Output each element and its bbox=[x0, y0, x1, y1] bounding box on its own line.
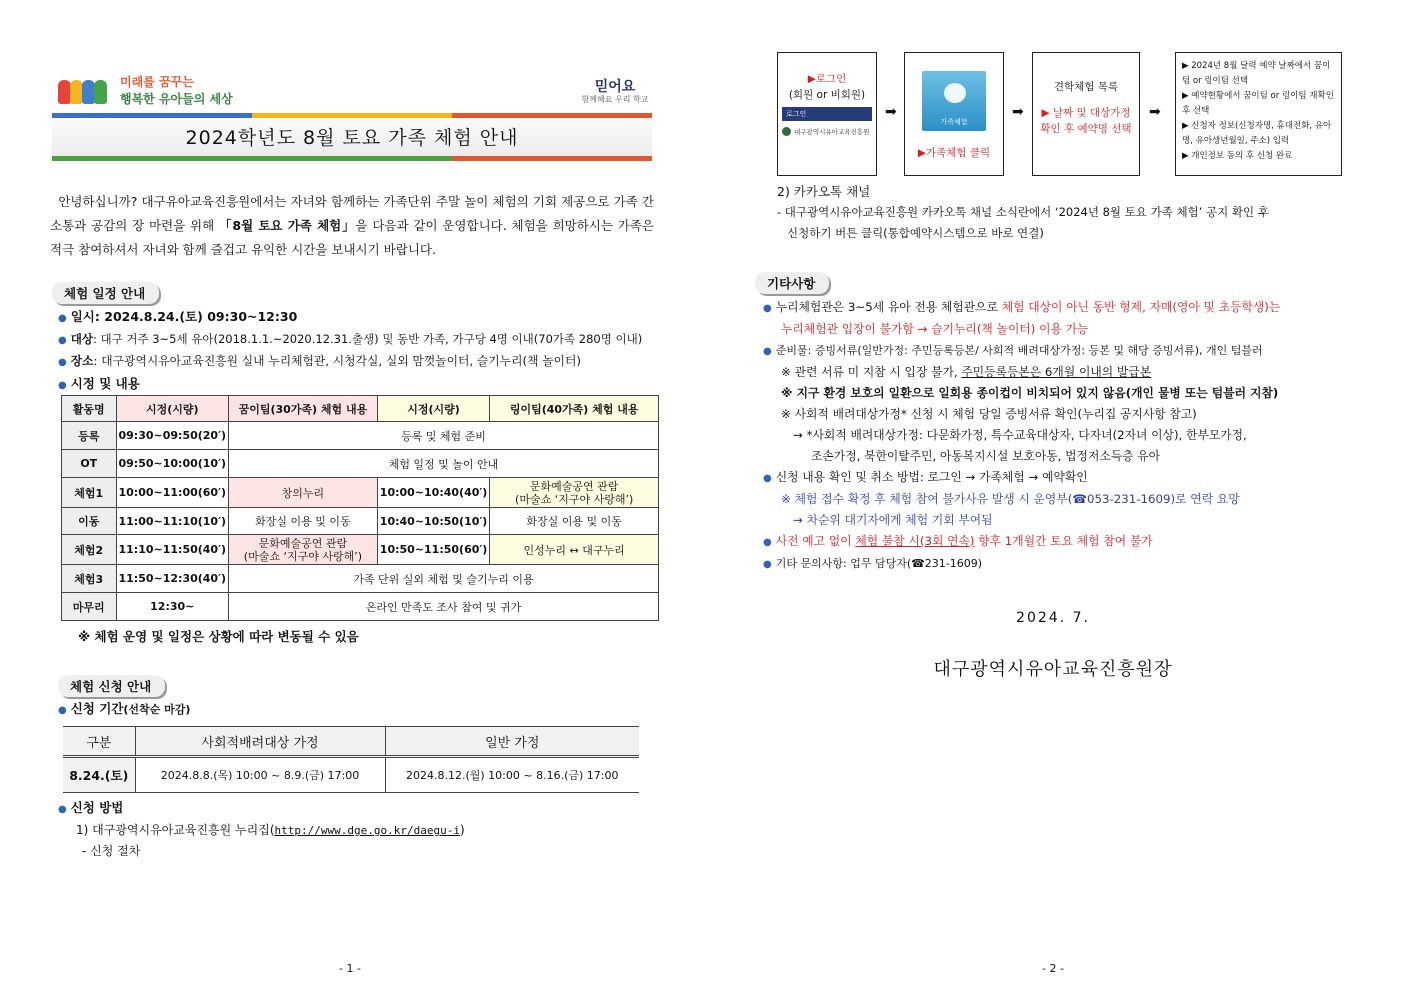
flow-step-list bbox=[1032, 52, 1140, 176]
brand-sub: 함께해요 우리 학교 bbox=[581, 95, 649, 104]
etc-line-1b: 체험 대상이 아닌 동반 형제, 자매(영아 및 초등학생)는 bbox=[1001, 300, 1281, 314]
apply-table bbox=[63, 726, 639, 793]
etc-line-3: 준비물: 증빙서류(일반가정: 주민등록등본/ 사회적 배려대상가정: 등본 및 해당 증빙서류), 개인 텀블러 bbox=[775, 344, 1263, 357]
target-value: : 대구 거주 3~5세 유아(2018.1.1.~2020.12.31.출생) 및 동반 가족, 가구당 4명 이내(70가족 280명 이내) bbox=[92, 332, 643, 346]
icon-caption: 가족체험 bbox=[940, 118, 968, 126]
family-click-label: ▶가족체험 클릭 bbox=[917, 147, 991, 159]
flow-step-apply bbox=[1175, 52, 1342, 176]
col-header: 시정(시량) bbox=[116, 396, 229, 422]
bullet-icon: ● bbox=[763, 537, 772, 548]
etc-heading: 기타사항 bbox=[755, 272, 829, 294]
intro-highlight: 「8월 토요 가족 체험」 bbox=[219, 218, 356, 233]
bullet-icon: ● bbox=[763, 303, 772, 314]
institution-name: 대구광역시유아교육진흥원 bbox=[794, 128, 870, 136]
place-value: : 대구광역시유아교육진흥원 실내 누리체험관, 시청각실, 실외 맘껏놀이터, 슬기누리(책 놀이터) bbox=[93, 354, 582, 368]
table-header-row bbox=[63, 727, 639, 757]
list-red-2: 확인 후 예약명 선택 bbox=[1040, 123, 1132, 135]
table-row bbox=[62, 450, 659, 478]
col-header: 구분 bbox=[63, 727, 135, 757]
apply-step-item: ▶ 2024년 8월 달력 예약 날짜에서 꿈이팀 or 링이팀 선택 bbox=[1182, 61, 1331, 86]
team-a-content: 화장실 이용 및 이동 bbox=[229, 508, 378, 535]
table-row bbox=[62, 535, 659, 565]
activity-time: 09:30~09:50(20′) bbox=[116, 422, 229, 450]
col-header: 시정(시량) bbox=[377, 396, 490, 422]
col-header: 꿈이팀(30가족) 체험 내용 bbox=[229, 396, 378, 422]
table-row bbox=[62, 508, 659, 535]
team-a-line-2: (마술쇼 ‘지구야 사랑해’) bbox=[243, 549, 362, 563]
schedule-table bbox=[61, 395, 659, 621]
list-red-1: ▶ 날짜 및 대상가정 bbox=[1041, 107, 1131, 119]
activity-time: 09:50~10:00(10′) bbox=[116, 450, 229, 478]
bullet-icon: ● bbox=[58, 804, 67, 815]
etc-line-13: 기타 문의사항: 업무 담당자(☎231-1609) bbox=[775, 557, 983, 570]
signer-name: 대구광역시유아교육진흥원장 bbox=[933, 659, 1173, 680]
page-2 bbox=[703, 0, 1403, 992]
etc-line-8: 조손가정, 북한이탈주민, 아동복지시설 보호아동, 법정저소득층 유아 bbox=[811, 449, 1161, 463]
team-b-content bbox=[490, 478, 659, 508]
list-title: 견학체험 목록 bbox=[1053, 81, 1119, 93]
login-sub: (회원 or 비회원) bbox=[788, 89, 866, 101]
team-a-line-1: 문화예술공연 관람 bbox=[258, 536, 348, 550]
schedule-note: ※ 체험 운영 및 일정은 상황에 따라 변동될 수 있음 bbox=[78, 629, 359, 644]
activity-name: OT bbox=[62, 450, 117, 478]
bullet-icon: ● bbox=[763, 346, 772, 357]
bullet-icon: ● bbox=[763, 473, 772, 484]
etc-line-12b: 체험 불참 시(3회 연속) bbox=[855, 534, 975, 548]
institution-icon bbox=[782, 127, 791, 136]
flow-step-login bbox=[777, 52, 877, 176]
activity-time: 10:00~11:00(60′) bbox=[116, 478, 229, 508]
page-1 bbox=[0, 0, 700, 992]
color-bar-top bbox=[52, 113, 652, 118]
etc-line-9: 신청 내용 확인 및 취소 방법: 로그인 → 가족체험 → 예약확인 bbox=[775, 470, 1088, 484]
apply-date: 8.24.(토) bbox=[63, 757, 135, 793]
kakao-title: 2) 카카오톡 채널 bbox=[777, 184, 871, 199]
activity-time: 11:00~11:10(10′) bbox=[116, 508, 229, 535]
website-link[interactable]: http://www.dge.go.kr/daegu-i bbox=[274, 824, 460, 837]
team-b-content: 인성누리 ↔ 대구누리 bbox=[490, 535, 659, 565]
activity-time: 11:50~12:30(40′) bbox=[116, 565, 229, 593]
login-label: ▶로그인 bbox=[807, 73, 847, 85]
table-row bbox=[63, 757, 639, 793]
page-number-2: - 2 - bbox=[1042, 962, 1064, 975]
etc-line-12c: 향후 1개월간 토요 체험 참여 불가 bbox=[974, 534, 1153, 548]
method-sub: - 신청 절차 bbox=[82, 844, 141, 858]
etc-line-4a: ※ 관련 서류 미 지참 시 입장 불가, bbox=[781, 365, 962, 379]
bullet-icon: ● bbox=[58, 380, 67, 391]
flow-arrow-icon: ➡ bbox=[1012, 104, 1024, 120]
method-1-end: ) bbox=[459, 823, 465, 837]
bullet-icon: ● bbox=[58, 357, 67, 368]
date-label: 일시 bbox=[70, 309, 95, 324]
method-1-text: 1) 대구광역시유아교육진흥원 누리집( bbox=[76, 823, 275, 837]
apply-step-item: ▶ 신청자 정보(신청자명, 휴대전화, 유아명, 유아생년월일, 주소) 입력 bbox=[1182, 121, 1332, 146]
intro-part-1: 안녕하십니까? 대구유아교육진흥원에서는 자녀와 함께하는 가족단위 주말 놀이 체험의 기회 제공으로 가족 간 소통과 공감의 장 마련을 위해 bbox=[50, 194, 655, 233]
page-number-1: - 1 - bbox=[339, 962, 361, 975]
activity-name: 체험2 bbox=[62, 535, 117, 565]
team-a-content bbox=[229, 535, 378, 565]
tagline bbox=[120, 74, 233, 108]
activity-name: 마무리 bbox=[62, 593, 117, 621]
tagline-line-2: 행복한 유아들의 세상 bbox=[120, 92, 233, 106]
activity-name: 체험1 bbox=[62, 478, 117, 508]
activity-time: 12:30~ bbox=[116, 593, 229, 621]
etc-line-7: → *사회적 배려대상가정: 다문화가정, 특수교육대상자, 다자녀(2자녀 이상), 한부모가정, bbox=[793, 428, 1247, 442]
children-logo-icon bbox=[58, 78, 108, 106]
kakao-line-2: 신청하기 버튼 클릭(통합예약시스템으로 바로 연결) bbox=[787, 226, 1044, 240]
etc-list bbox=[763, 297, 1280, 575]
period-label: 신청 기간 bbox=[70, 701, 124, 716]
kakao-line-1: - 대구광역시유아교육진흥원 카카오톡 채널 소식란에서 ‘2024년 8월 토요 가족 체험’ 공지 확인 후 bbox=[777, 205, 1269, 219]
col-header: 링이팀(40가족) 체험 내용 bbox=[490, 396, 659, 422]
method-label: 신청 방법 bbox=[70, 800, 124, 815]
col-header: 활동명 bbox=[62, 396, 117, 422]
brand-main: 믿어요 bbox=[594, 79, 636, 95]
institution-logo bbox=[782, 127, 872, 136]
bullet-icon: ● bbox=[58, 335, 67, 346]
intro-paragraph bbox=[50, 190, 654, 262]
table-row bbox=[62, 593, 659, 621]
table-row bbox=[62, 478, 659, 508]
activity-content: 체험 일정 및 놀이 안내 bbox=[229, 450, 659, 478]
team-a-content: 창의누리 bbox=[229, 478, 378, 508]
activity-content: 온라인 만족도 조사 참여 및 귀가 bbox=[229, 593, 659, 621]
bullet-icon: ● bbox=[58, 313, 67, 324]
apply-step-item: ▶ 개인정보 동의 후 신청 완료 bbox=[1182, 151, 1293, 161]
activity-content: 등록 및 체험 준비 bbox=[229, 422, 659, 450]
table-row bbox=[62, 565, 659, 593]
etc-line-10: ※ 체험 접수 확정 후 체험 참여 불가사유 발생 시 운영부(☎053-231-1609)로 연락 요망 bbox=[781, 492, 1240, 506]
etc-line-4b: 주민등록등본은 6개월 이내의 발급본 bbox=[961, 365, 1152, 379]
bullet-icon: ● bbox=[763, 559, 772, 570]
family-experience-icon bbox=[922, 71, 986, 131]
etc-line-11: → 차순위 대기자에게 체험 기회 부여됨 bbox=[793, 513, 993, 527]
apply-step-item: ▶ 예약현황에서 꿈이팀 or 링이팀 재확인 후 선택 bbox=[1182, 91, 1334, 116]
team-b-time: 10:00~10:40(40′) bbox=[377, 478, 490, 508]
people-icon bbox=[944, 83, 966, 103]
col-header: 사회적배려대상 가정 bbox=[135, 727, 385, 757]
date-value: : 2024.8.24.(토) 09:30~12:30 bbox=[94, 309, 298, 324]
intro-part-2: 을 다음과 같이 운영합니다. 체험을 희망하시는 가족은 적극 참여하셔서 자녀와 함께 즐겁고 유익한 시간을 보내시기 바랍니다. bbox=[50, 218, 654, 257]
etc-line-6: ※ 사회적 배려대상가정* 신청 시 체험 당일 증빙서류 확인(누리집 공지사항 참고) bbox=[781, 407, 1197, 421]
period-note: (선착순 마감) bbox=[123, 703, 191, 716]
document-date: 2024. 7. bbox=[1016, 610, 1090, 626]
apply-period bbox=[58, 698, 190, 721]
team-b-time: 10:40~10:50(10′) bbox=[377, 508, 490, 535]
activity-time: 11:10~11:50(40′) bbox=[116, 535, 229, 565]
bullet-icon: ● bbox=[58, 705, 67, 716]
activity-content: 가족 단위 실외 체험 및 슬기누리 이용 bbox=[229, 565, 659, 593]
brand-logo bbox=[575, 76, 655, 105]
etc-line-2: 누리체험관 입장이 불가함 → 슬기누리(책 놀이터) 이용 가능 bbox=[781, 322, 1089, 336]
etc-line-5: ※ 지구 환경 보호의 일환으로 일회용 종이컵이 비치되어 있지 않음(개인 물병 또는 텀블러 지참) bbox=[781, 386, 1279, 400]
team-b-content: 화장실 이용 및 이동 bbox=[490, 508, 659, 535]
tagline-line-1: 미래를 꿈꾸는 bbox=[120, 75, 194, 89]
flow-arrow-icon: ➡ bbox=[1149, 104, 1161, 120]
page-title: 2024학년도 8월 토요 가족 체험 안내 bbox=[52, 120, 652, 156]
team-b-time: 10:50~11:50(60′) bbox=[377, 535, 490, 565]
activity-name: 체험3 bbox=[62, 565, 117, 593]
table-header-row bbox=[62, 396, 659, 422]
table-row bbox=[62, 422, 659, 450]
color-bar-bottom bbox=[52, 156, 652, 161]
schedule-bullets bbox=[58, 306, 642, 396]
activity-name: 이동 bbox=[62, 508, 117, 535]
activity-name: 등록 bbox=[62, 422, 117, 450]
social-period: 2024.8.8.(목) 10:00 ~ 8.9.(금) 17:00 bbox=[135, 757, 385, 793]
etc-line-1a: 누리체험관은 3~5세 유아 전용 체험관으로 bbox=[775, 300, 1002, 314]
general-period: 2024.8.12.(월) 10:00 ~ 8.16.(금) 17:00 bbox=[406, 769, 619, 782]
apply-method bbox=[58, 797, 465, 862]
team-b-line-1: 문화예술공연 관람 bbox=[529, 479, 619, 493]
schedule-heading: 체험 일정 안내 bbox=[52, 282, 159, 304]
kakao-section bbox=[777, 181, 1269, 244]
place-label: 장소 bbox=[70, 354, 94, 368]
login-banner: 로그인 bbox=[782, 107, 872, 121]
team-b-line-2: (마술쇼 ‘지구야 사랑해’) bbox=[515, 492, 634, 506]
apply-heading: 체험 신청 안내 bbox=[58, 675, 165, 697]
etc-line-12a: 사전 예고 없이 bbox=[775, 534, 856, 548]
table-title: 시정 및 내용 bbox=[70, 376, 140, 391]
col-header: 일반 가정 bbox=[385, 727, 639, 757]
target-label: 대상 bbox=[70, 332, 93, 346]
flow-arrow-icon: ➡ bbox=[885, 104, 897, 120]
flow-step-family bbox=[904, 52, 1004, 176]
